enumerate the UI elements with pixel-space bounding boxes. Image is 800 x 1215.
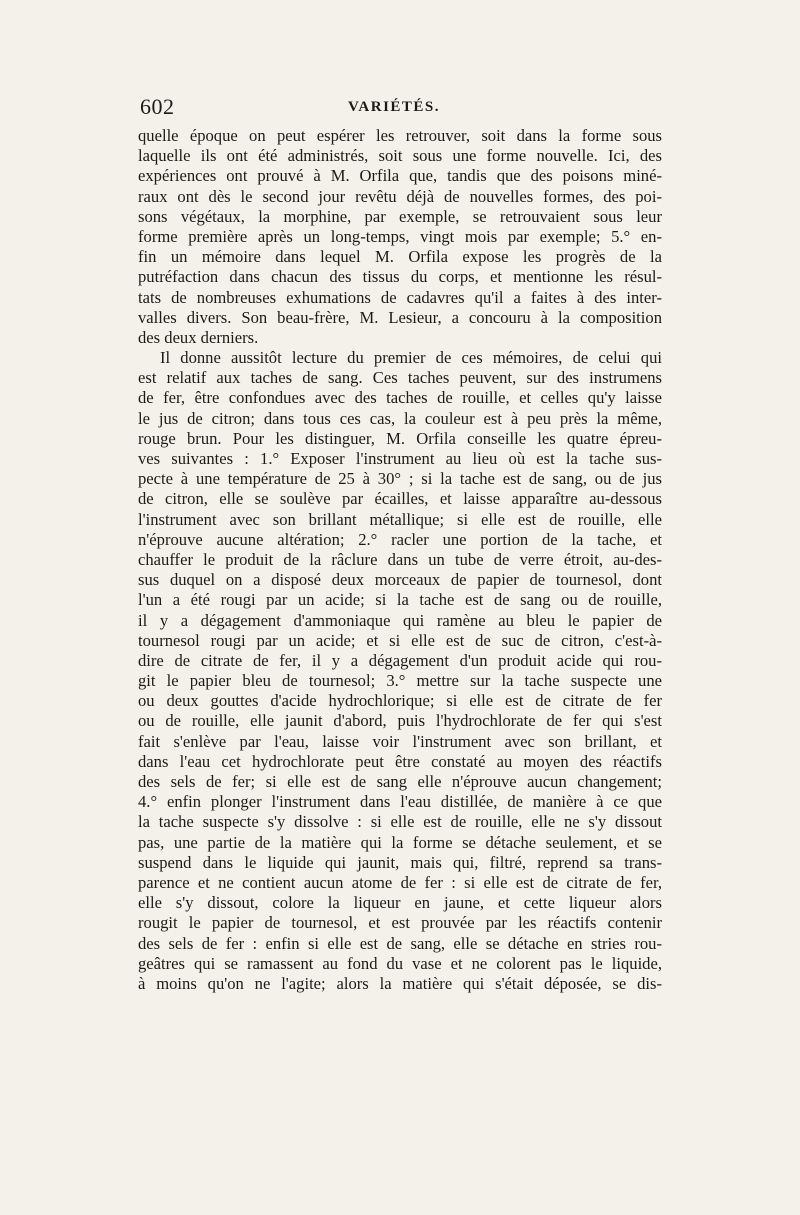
running-title: VARIÉTÉS. — [348, 99, 441, 115]
text-line: l'un a été rougi par un acide; si la tache est de sang ou de rouille, — [138, 590, 662, 610]
page-number: 602 — [140, 94, 175, 119]
text-line: putréfaction dans chacun des tissus du corps, et mentionne les résul- — [138, 267, 662, 287]
text-line: raux ont dès le second jour revêtu déjà de nouvelles formes, des poi- — [138, 186, 662, 206]
text-line: forme première après un long-temps, vingt mois par exemple; 5.° en- — [138, 226, 662, 246]
text-line: n'éprouve aucune altération; 2.° racler une portion de la tache, et — [138, 529, 662, 549]
text-line: de citron, elle se soulève par écailles, et laisse apparaître au-dessous — [138, 489, 662, 509]
text-line: 4.° enfin plonger l'instrument dans l'eau distillée, de manière à ce que — [138, 792, 662, 812]
text-line: des deux derniers. — [138, 327, 259, 347]
text-line: valles divers. Son beau-frère, M. Lesieur, a concouru à la composition — [138, 307, 662, 327]
text-line: geâtres qui se ramassent au fond du vase et ne colorent pas le liquide, — [138, 953, 662, 973]
text-line: pecte à une température de 25 à 30° ; si la tache est de sang, ou de jus — [138, 469, 662, 489]
text-line: elle s'y dissout, colore la liqueur en jaune, et cette liqueur alors — [138, 893, 662, 913]
text-line: ou de rouille, elle jaunit d'abord, puis l'hydrochlorate de fer qui s'est — [138, 711, 662, 731]
text-line: git le papier bleu de tournesol; 3.° mettre sur la tache suspecte une — [138, 671, 662, 691]
text-line: rouge brun. Pour les distinguer, M. Orfila conseille les quatre épreu- — [138, 428, 662, 448]
text-line: l'instrument avec son brillant métallique; si elle est de rouille, elle — [138, 509, 662, 529]
text-line: des sels de fer : enfin si elle est de sang, elle se détache en stries rou- — [138, 933, 662, 953]
text-line: le jus de citron; dans tous ces cas, la couleur est à peu près la même, — [138, 408, 662, 428]
text-line: de fer, être confondues avec des taches de rouille, et celles qu'y laisse — [138, 388, 662, 408]
text-line: est relatif aux taches de sang. Ces taches peuvent, sur des instrumens — [138, 368, 662, 388]
text-line: dans l'eau cet hydrochlorate peut être constaté au moyen des réactifs — [138, 751, 662, 771]
text-line: chauffer le produit de la râclure dans un tube de verre étroit, au-des- — [138, 549, 662, 569]
text-line: tats de nombreuses exhumations de cadavres qu'il a faites à des inter- — [138, 287, 662, 307]
text-line: expériences ont prouvé à M. Orfila que, tandis que des poisons miné- — [138, 166, 662, 186]
text-line: ves suivantes : 1.° Exposer l'instrument au lieu où est la tache sus- — [138, 449, 662, 468]
text-line: fait s'enlève par l'eau, laisse voir l'instrument avec son brillant, et — [138, 731, 662, 751]
text-line: fin un mémoire dans lequel M. Orfila expose les progrès de la — [138, 247, 662, 267]
text-line: la tache suspecte s'y dissolve : si elle est de rouille, elle ne s'y dissout — [138, 812, 662, 832]
text-line: il y a dégagement d'ammoniaque qui ramène au bleu le papier de — [138, 610, 662, 630]
text-line: sons végétaux, la morphine, par exemple, se retrouvaient sous leur — [138, 206, 662, 226]
text-line: parence et ne contient aucun atome de fer : si elle est de citrate de fer, — [138, 872, 662, 892]
text-line: sus duquel on a disposé deux morceaux de papier de tournesol, dont — [138, 570, 662, 590]
text-line: ou deux gouttes d'acide hydrochlorique; si elle est de citrate de fer — [138, 691, 662, 711]
text-line: suspend dans le liquide qui jaunit, mais qui, filtré, reprend sa trans- — [138, 852, 662, 872]
text-line: des sels de fer; si elle est de sang elle n'éprouve aucun changement; — [138, 772, 662, 791]
text-line: quelle époque on peut espérer les retrouver, soit dans la forme sous — [138, 126, 662, 145]
body-text — [138, 126, 662, 994]
text-line: tournesol rougi par un acide; et si elle est de suc de citron, c'est-à- — [138, 630, 662, 650]
text-line: à moins qu'on ne l'agite; alors la matière qui s'était déposée, se dis- — [138, 973, 662, 993]
text-line: laquelle ils ont été administrés, soit sous une forme nouvelle. Ici, des — [138, 146, 662, 166]
text-line: dire de citrate de fer, il y a dégagement d'un produit acide qui rou- — [138, 650, 662, 670]
text-line: pas, une partie de la matière qui la forme se détache seulement, et se — [138, 832, 662, 852]
text-line: rougit le papier de tournesol, et est prouvée par les réactifs contenir — [138, 913, 662, 933]
text-line: Il donne aussitôt lecture du premier de ces mémoires, de celui qui — [160, 348, 662, 368]
